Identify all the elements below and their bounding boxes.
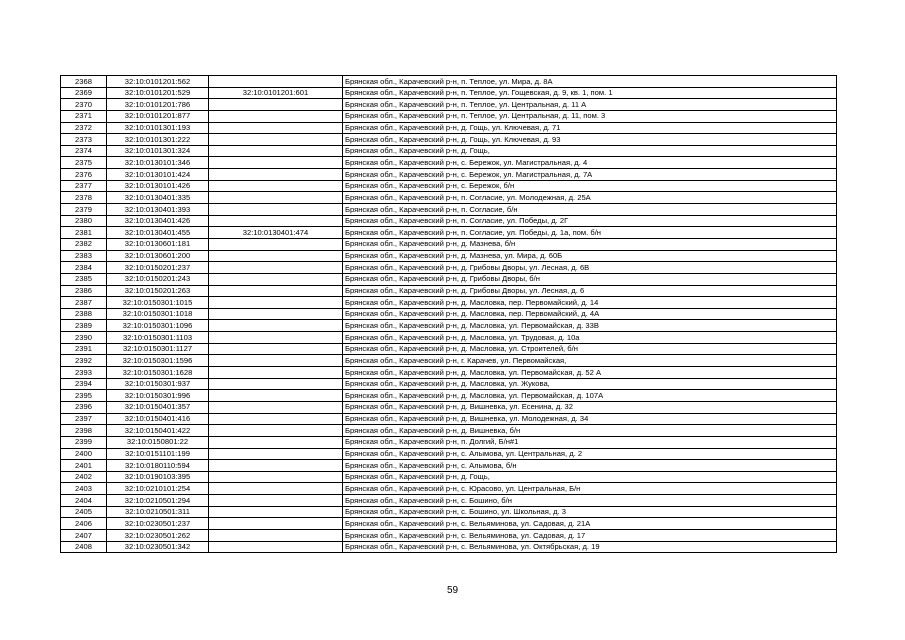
row-number-cell: 2378 — [61, 192, 107, 204]
row-number-cell: 2398 — [61, 425, 107, 437]
cadastral-number-cell: 32:10:0150301:996 — [107, 390, 209, 402]
row-number-cell: 2406 — [61, 518, 107, 530]
address-cell: Брянская обл., Карачевский р-н, д. Мазнева, ул. Мира, д. 60Б — [343, 250, 837, 262]
cadastral-number-cell: 32:10:0230501:237 — [107, 518, 209, 530]
address-cell: Брянская обл., Карачевский р-н, с. Алымова, б/н — [343, 460, 837, 472]
parent-cadastral-number-cell — [209, 122, 343, 134]
address-cell: Брянская обл., Карачевский р-н, д. Масловка, ул. Первомайская, д. 107А — [343, 390, 837, 402]
cadastral-number-cell: 32:10:0150301:937 — [107, 378, 209, 390]
parent-cadastral-number-cell — [209, 436, 343, 448]
parent-cadastral-number-cell — [209, 483, 343, 495]
row-number-cell: 2374 — [61, 145, 107, 157]
address-cell: Брянская обл., Карачевский р-н, д. Вишневка, ул. Есенина, д. 32 — [343, 401, 837, 413]
table-row — [61, 145, 837, 157]
table-row — [61, 541, 837, 553]
parent-cadastral-number-cell — [209, 145, 343, 157]
row-number-cell: 2405 — [61, 506, 107, 518]
cadastral-number-cell: 32:10:0151101:199 — [107, 448, 209, 460]
address-cell: Брянская обл., Карачевский р-н, п. Теплое, ул. Гощевская, д. 9, кв. 1, пом. 1 — [343, 87, 837, 99]
parent-cadastral-number-cell — [209, 273, 343, 285]
parent-cadastral-number-cell — [209, 413, 343, 425]
row-number-cell: 2388 — [61, 308, 107, 320]
address-cell: Брянская обл., Карачевский р-н, д. Масловка, ул. Строителей, б/н — [343, 343, 837, 355]
cadastral-number-cell: 32:10:0150201:237 — [107, 262, 209, 274]
cadastral-number-cell: 32:10:0130101:426 — [107, 180, 209, 192]
table-row — [61, 250, 837, 262]
address-cell: Брянская обл., Карачевский р-н, с. Вельяминова, ул. Садовая, д. 17 — [343, 529, 837, 541]
address-cell: Брянская обл., Карачевский р-н, д. Грибовы Дворы, б/н — [343, 273, 837, 285]
parent-cadastral-number-cell — [209, 460, 343, 472]
address-cell: Брянская обл., Карачевский р-н, д. Масловка, пер. Первомайский, д. 4А — [343, 308, 837, 320]
parent-cadastral-number-cell — [209, 378, 343, 390]
row-number-cell: 2393 — [61, 367, 107, 379]
parent-cadastral-number-cell: 32:10:0101201:601 — [209, 87, 343, 99]
row-number-cell: 2400 — [61, 448, 107, 460]
cadastral-number-cell: 32:10:0210101:254 — [107, 483, 209, 495]
cadastral-number-cell: 32:10:0150401:357 — [107, 401, 209, 413]
table-row — [61, 192, 837, 204]
address-cell: Брянская обл., Карачевский р-н, с. Вельяминова, ул. Октябрьская, д. 19 — [343, 541, 837, 553]
row-number-cell: 2391 — [61, 343, 107, 355]
parent-cadastral-number-cell — [209, 401, 343, 413]
table-row — [61, 157, 837, 169]
table-row — [61, 110, 837, 122]
table-row — [61, 425, 837, 437]
parent-cadastral-number-cell — [209, 343, 343, 355]
address-cell: Брянская обл., Карачевский р-н, д. Гощь, ул. Ключевая, д. 93 — [343, 134, 837, 146]
cadastral-number-cell: 32:10:0101201:877 — [107, 110, 209, 122]
address-cell: Брянская обл., Карачевский р-н, д. Вишневка, ул. Молодежная, д. 34 — [343, 413, 837, 425]
parent-cadastral-number-cell — [209, 448, 343, 460]
cadastral-number-cell: 32:10:0150301:1096 — [107, 320, 209, 332]
table-row — [61, 343, 837, 355]
cadastral-number-cell: 32:10:0150301:1018 — [107, 308, 209, 320]
parent-cadastral-number-cell — [209, 332, 343, 344]
row-number-cell: 2392 — [61, 355, 107, 367]
parent-cadastral-number-cell — [209, 297, 343, 309]
address-cell: Брянская обл., Карачевский р-н, п. Теплое, ул. Мира, д. 8А — [343, 76, 837, 88]
parent-cadastral-number-cell — [209, 367, 343, 379]
table-row — [61, 122, 837, 134]
parent-cadastral-number-cell — [209, 390, 343, 402]
row-number-cell: 2390 — [61, 332, 107, 344]
row-number-cell: 2383 — [61, 250, 107, 262]
address-cell: Брянская обл., Карачевский р-н, д. Масловка, пер. Первомайский, д. 14 — [343, 297, 837, 309]
row-number-cell: 2397 — [61, 413, 107, 425]
address-cell: Брянская обл., Карачевский р-н, д. Масловка, ул. Первомайская, д. 33В — [343, 320, 837, 332]
cadastral-number-cell: 32:10:0150301:1127 — [107, 343, 209, 355]
row-number-cell: 2389 — [61, 320, 107, 332]
parent-cadastral-number-cell — [209, 180, 343, 192]
registry-table — [60, 75, 837, 553]
table-row — [61, 378, 837, 390]
table-row — [61, 367, 837, 379]
table-row — [61, 273, 837, 285]
cadastral-number-cell: 32:10:0130601:200 — [107, 250, 209, 262]
cadastral-number-cell: 32:10:0210501:294 — [107, 495, 209, 507]
parent-cadastral-number-cell — [209, 495, 343, 507]
cadastral-number-cell: 32:10:0150401:422 — [107, 425, 209, 437]
table-row — [61, 495, 837, 507]
cadastral-number-cell: 32:10:0101301:222 — [107, 134, 209, 146]
row-number-cell: 2404 — [61, 495, 107, 507]
address-cell: Брянская обл., Карачевский р-н, д. Грибовы Дворы, ул. Лесная, д. 6В — [343, 262, 837, 274]
row-number-cell: 2385 — [61, 273, 107, 285]
cadastral-number-cell: 32:10:0150401:416 — [107, 413, 209, 425]
parent-cadastral-number-cell — [209, 518, 343, 530]
address-cell: Брянская обл., Карачевский р-н, д. Вишневка, б/н — [343, 425, 837, 437]
table-row — [61, 180, 837, 192]
address-cell: Брянская обл., Карачевский р-н, с. Бошино, б/н — [343, 495, 837, 507]
cadastral-number-cell: 32:10:0101301:324 — [107, 145, 209, 157]
parent-cadastral-number-cell — [209, 134, 343, 146]
parent-cadastral-number-cell — [209, 157, 343, 169]
address-cell: Брянская обл., Карачевский р-н, д. Масловка, ул. Трудовая, д. 10а — [343, 332, 837, 344]
row-number-cell: 2377 — [61, 180, 107, 192]
row-number-cell: 2402 — [61, 471, 107, 483]
cadastral-number-cell: 32:10:0210501:311 — [107, 506, 209, 518]
address-cell: Брянская обл., Карачевский р-н, с. Бошино, ул. Школьная, д. 3 — [343, 506, 837, 518]
address-cell: Брянская обл., Карачевский р-н, с. Бережок, б/н — [343, 180, 837, 192]
row-number-cell: 2395 — [61, 390, 107, 402]
table-row — [61, 76, 837, 88]
address-cell: Брянская обл., Карачевский р-н, п. Согласие, ул. Победы, д. 1а, пом. б/н — [343, 227, 837, 239]
table-row — [61, 87, 837, 99]
table-row — [61, 436, 837, 448]
table-row — [61, 204, 837, 216]
row-number-cell: 2394 — [61, 378, 107, 390]
address-cell: Брянская обл., Карачевский р-н, п. Долгий, Б/н#1 — [343, 436, 837, 448]
cadastral-number-cell: 32:10:0230501:342 — [107, 541, 209, 553]
table-row — [61, 483, 837, 495]
cadastral-number-cell: 32:10:0130401:335 — [107, 192, 209, 204]
parent-cadastral-number-cell: 32:10:0130401:474 — [209, 227, 343, 239]
cadastral-number-cell: 32:10:0150301:1628 — [107, 367, 209, 379]
parent-cadastral-number-cell — [209, 506, 343, 518]
table-row — [61, 518, 837, 530]
parent-cadastral-number-cell — [209, 204, 343, 216]
row-number-cell: 2381 — [61, 227, 107, 239]
parent-cadastral-number-cell — [209, 250, 343, 262]
row-number-cell: 2372 — [61, 122, 107, 134]
cadastral-number-cell: 32:10:0150201:243 — [107, 273, 209, 285]
parent-cadastral-number-cell — [209, 169, 343, 181]
cadastral-number-cell: 32:10:0130401:393 — [107, 204, 209, 216]
address-cell: Брянская обл., Карачевский р-н, с. Бережок, ул. Магистральная, д. 7А — [343, 169, 837, 181]
table-row — [61, 471, 837, 483]
parent-cadastral-number-cell — [209, 320, 343, 332]
parent-cadastral-number-cell — [209, 541, 343, 553]
cadastral-number-cell: 32:10:0101201:562 — [107, 76, 209, 88]
table-row — [61, 308, 837, 320]
table-row — [61, 413, 837, 425]
row-number-cell: 2380 — [61, 215, 107, 227]
cadastral-number-cell: 32:10:0150201:263 — [107, 285, 209, 297]
parent-cadastral-number-cell — [209, 529, 343, 541]
address-cell: Брянская обл., Карачевский р-н, с. Юрасово, ул. Центральная, Б/н — [343, 483, 837, 495]
row-number-cell: 2401 — [61, 460, 107, 472]
row-number-cell: 2384 — [61, 262, 107, 274]
table-row — [61, 215, 837, 227]
table-row — [61, 448, 837, 460]
row-number-cell: 2379 — [61, 204, 107, 216]
table-row — [61, 401, 837, 413]
row-number-cell: 2369 — [61, 87, 107, 99]
table-row — [61, 332, 837, 344]
row-number-cell: 2387 — [61, 297, 107, 309]
parent-cadastral-number-cell — [209, 285, 343, 297]
row-number-cell: 2403 — [61, 483, 107, 495]
cadastral-number-cell: 32:10:0130101:424 — [107, 169, 209, 181]
cadastral-number-cell: 32:10:0150301:1103 — [107, 332, 209, 344]
cadastral-number-cell: 32:10:0130401:455 — [107, 227, 209, 239]
address-cell: Брянская обл., Карачевский р-н, с. Вельяминова, ул. Садовая, д. 21А — [343, 518, 837, 530]
parent-cadastral-number-cell — [209, 215, 343, 227]
table-row — [61, 297, 837, 309]
address-cell: Брянская обл., Карачевский р-н, д. Масловка, ул. Первомайская, д. 52 А — [343, 367, 837, 379]
address-cell: Брянская обл., Карачевский р-н, п. Согласие, ул. Победы, д. 2Г — [343, 215, 837, 227]
table-row — [61, 529, 837, 541]
page-number: 59 — [446, 585, 459, 596]
cadastral-number-cell: 32:10:0101201:786 — [107, 99, 209, 111]
cadastral-number-cell: 32:10:0130401:426 — [107, 215, 209, 227]
table-row — [61, 285, 837, 297]
table-row — [61, 227, 837, 239]
parent-cadastral-number-cell — [209, 192, 343, 204]
address-cell: Брянская обл., Карачевский р-н, п. Согласие, б/н — [343, 204, 837, 216]
row-number-cell: 2368 — [61, 76, 107, 88]
row-number-cell: 2396 — [61, 401, 107, 413]
parent-cadastral-number-cell — [209, 355, 343, 367]
row-number-cell: 2375 — [61, 157, 107, 169]
cadastral-number-cell: 32:10:0180110:594 — [107, 460, 209, 472]
address-cell: Брянская обл., Карачевский р-н, с. Бережок, ул. Магистральная, д. 4 — [343, 157, 837, 169]
parent-cadastral-number-cell — [209, 76, 343, 88]
row-number-cell: 2373 — [61, 134, 107, 146]
table-row — [61, 355, 837, 367]
cadastral-number-cell: 32:10:0190103:395 — [107, 471, 209, 483]
table-row — [61, 390, 837, 402]
table-row — [61, 506, 837, 518]
parent-cadastral-number-cell — [209, 110, 343, 122]
address-cell: Брянская обл., Карачевский р-н, д. Масловка, ул. Жукова, — [343, 378, 837, 390]
row-number-cell: 2408 — [61, 541, 107, 553]
cadastral-number-cell: 32:10:0150301:1015 — [107, 297, 209, 309]
address-cell: Брянская обл., Карачевский р-н, п. Теплое, ул. Центральная, д. 11 А — [343, 99, 837, 111]
parent-cadastral-number-cell — [209, 238, 343, 250]
address-cell: Брянская обл., Карачевский р-н, д. Гощь, ул. Ключевая, д. 71 — [343, 122, 837, 134]
address-cell: Брянская обл., Карачевский р-н, д. Гощь, — [343, 471, 837, 483]
table-row — [61, 99, 837, 111]
cadastral-number-cell: 32:10:0150801:22 — [107, 436, 209, 448]
cadastral-number-cell: 32:10:0230501:262 — [107, 529, 209, 541]
cadastral-number-cell: 32:10:0101301:193 — [107, 122, 209, 134]
address-cell: Брянская обл., Карачевский р-н, д. Гощь, — [343, 145, 837, 157]
parent-cadastral-number-cell — [209, 99, 343, 111]
table-row — [61, 238, 837, 250]
table-row — [61, 320, 837, 332]
table-row — [61, 169, 837, 181]
cadastral-number-cell: 32:10:0130101:346 — [107, 157, 209, 169]
parent-cadastral-number-cell — [209, 308, 343, 320]
row-number-cell: 2399 — [61, 436, 107, 448]
row-number-cell: 2386 — [61, 285, 107, 297]
address-cell: Брянская обл., Карачевский р-н, с. Алымова, ул. Центральная, д. 2 — [343, 448, 837, 460]
address-cell: Брянская обл., Карачевский р-н, п. Теплое, ул. Центральная, д. 11, пом. 3 — [343, 110, 837, 122]
row-number-cell: 2370 — [61, 99, 107, 111]
cadastral-number-cell: 32:10:0150301:1596 — [107, 355, 209, 367]
table-row — [61, 262, 837, 274]
cadastral-number-cell: 32:10:0101201:529 — [107, 87, 209, 99]
address-cell: Брянская обл., Карачевский р-н, п. Согласие, ул. Молодежная, д. 25А — [343, 192, 837, 204]
table-row — [61, 134, 837, 146]
parent-cadastral-number-cell — [209, 471, 343, 483]
table-row — [61, 460, 837, 472]
address-cell: Брянская обл., Карачевский р-н, д. Грибовы Дворы, ул. Лесная, д. 6 — [343, 285, 837, 297]
parent-cadastral-number-cell — [209, 262, 343, 274]
address-cell: Брянская обл., Карачевский р-н, д. Мазнева, б/н — [343, 238, 837, 250]
row-number-cell: 2382 — [61, 238, 107, 250]
registry-table-body — [61, 76, 837, 553]
cadastral-number-cell: 32:10:0130601:181 — [107, 238, 209, 250]
address-cell: Брянская обл., Карачевский р-н, г. Карачев, ул. Первомайская, — [343, 355, 837, 367]
row-number-cell: 2371 — [61, 110, 107, 122]
row-number-cell: 2376 — [61, 169, 107, 181]
parent-cadastral-number-cell — [209, 425, 343, 437]
row-number-cell: 2407 — [61, 529, 107, 541]
